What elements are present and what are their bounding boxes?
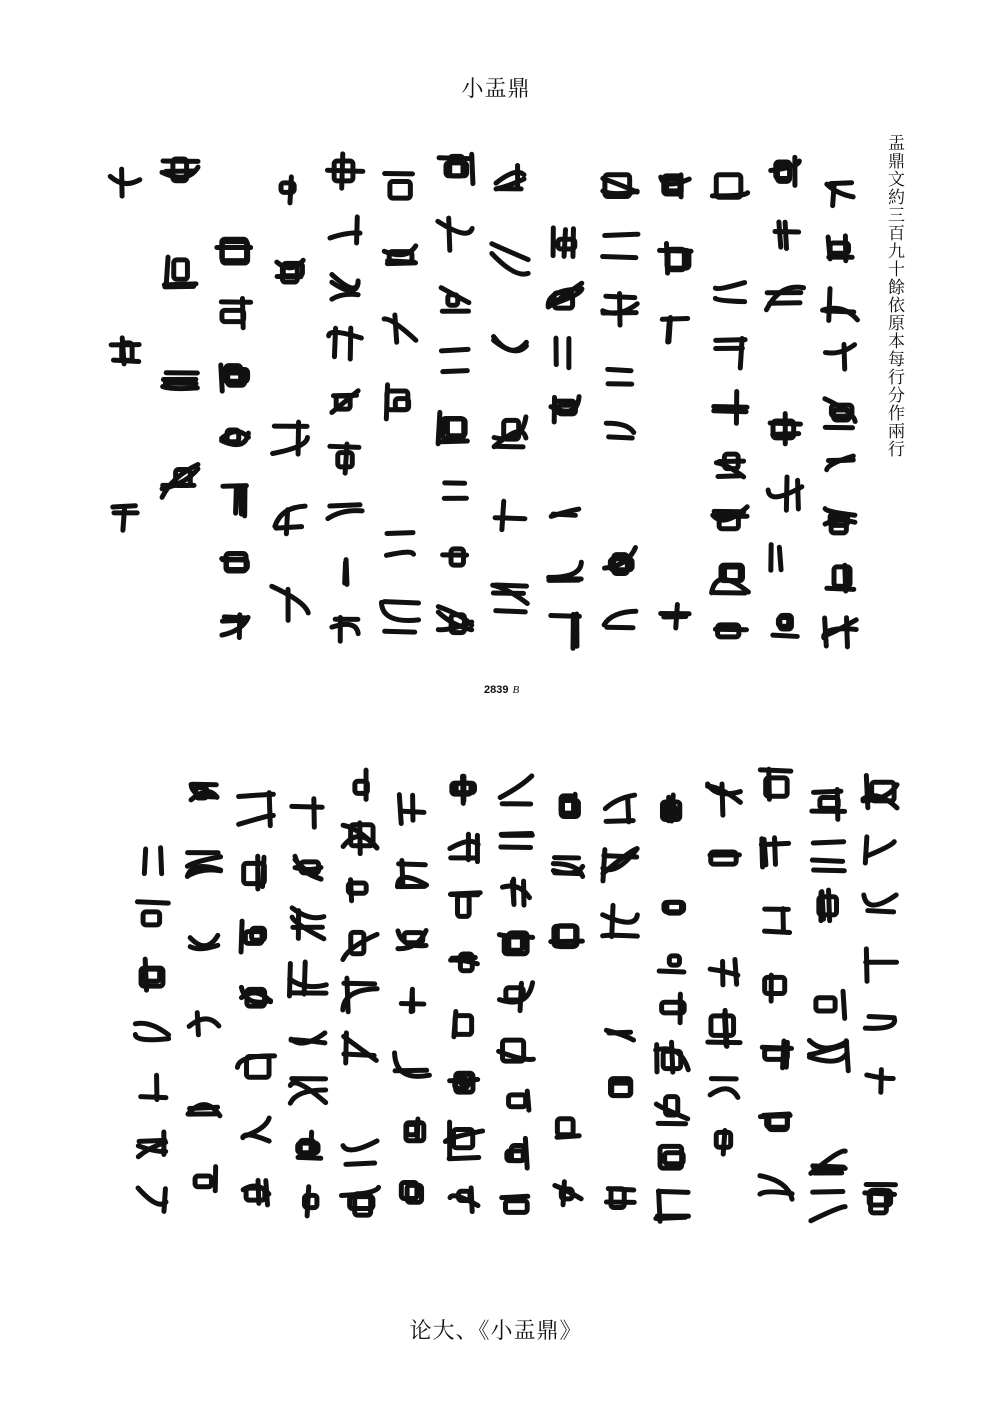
inscription-glyph bbox=[712, 565, 749, 593]
inscription-glyph bbox=[604, 611, 636, 628]
inscription-glyph bbox=[656, 1042, 689, 1072]
inscription-rubbing-upper bbox=[70, 130, 930, 690]
inscription-glyph bbox=[773, 615, 797, 636]
inscription-glyph bbox=[137, 902, 168, 925]
inscription-glyph bbox=[603, 294, 638, 326]
inscription-glyph bbox=[499, 983, 532, 1011]
inscription-note: 盂鼎文約三百九十餘依原本每行分作兩行 bbox=[884, 134, 904, 458]
inscription-glyph bbox=[330, 444, 359, 473]
inscription-glyph bbox=[450, 834, 478, 861]
inscription-glyph bbox=[189, 1013, 219, 1035]
inscription-glyph bbox=[111, 338, 139, 364]
inscription-glyph bbox=[610, 1079, 630, 1096]
inscription-glyph bbox=[816, 991, 845, 1018]
inscription-glyph bbox=[662, 317, 687, 342]
inscription-glyph bbox=[295, 856, 321, 879]
inscription-glyph bbox=[290, 1079, 325, 1104]
inscription-glyph bbox=[443, 549, 467, 565]
inscription-glyph bbox=[343, 978, 377, 1012]
inscription-glyph bbox=[656, 1191, 689, 1221]
inscription-glyph bbox=[221, 298, 250, 327]
inscription-glyph bbox=[348, 880, 366, 901]
inscription-glyph bbox=[656, 1097, 687, 1124]
inscription-glyph bbox=[289, 962, 326, 996]
inscription-glyph bbox=[716, 454, 743, 477]
inscription-glyph bbox=[441, 349, 468, 371]
inscription-glyph bbox=[493, 585, 528, 612]
inscription-glyph bbox=[395, 1053, 430, 1077]
inscription-glyph bbox=[710, 959, 738, 984]
inscription-glyph bbox=[714, 392, 747, 424]
inscription-glyph bbox=[222, 554, 248, 572]
inscription-glyph bbox=[661, 605, 689, 628]
inscription-glyph bbox=[811, 1192, 845, 1221]
inscription-glyph bbox=[812, 790, 845, 820]
inscription-glyph bbox=[144, 848, 161, 874]
inscription-glyph bbox=[825, 344, 854, 369]
inscription-glyph bbox=[551, 614, 580, 648]
inscription-glyph bbox=[454, 1011, 472, 1036]
inscription-glyph bbox=[865, 1017, 894, 1029]
inscription-glyphs-lower bbox=[80, 750, 930, 1260]
inscription-glyph bbox=[243, 1118, 269, 1141]
inscription-glyph bbox=[221, 365, 248, 391]
inscription-glyph bbox=[811, 1151, 845, 1174]
inscription-glyph bbox=[329, 328, 362, 359]
inscription-glyph bbox=[865, 1185, 896, 1213]
inscription-glyph bbox=[557, 1119, 579, 1137]
inscription-glyph bbox=[239, 793, 274, 826]
inscription-glyph bbox=[406, 1119, 424, 1141]
inscription-glyphs-upper bbox=[70, 130, 930, 690]
inscription-glyph bbox=[823, 289, 858, 321]
inscription-glyph bbox=[188, 1105, 220, 1116]
inscription-glyph bbox=[760, 769, 791, 799]
inscription-glyph bbox=[401, 989, 424, 1011]
inscription-glyph bbox=[244, 856, 265, 889]
inscription-glyph bbox=[825, 509, 855, 533]
inscription-glyph bbox=[397, 860, 426, 886]
inscription-glyph bbox=[385, 174, 413, 199]
inscription-glyph bbox=[441, 288, 469, 312]
plate-number-suffix: B bbox=[512, 684, 520, 696]
inscription-glyph bbox=[827, 565, 854, 591]
inscription-glyph bbox=[243, 1180, 269, 1204]
inscription-glyph bbox=[561, 794, 578, 816]
inscription-glyph bbox=[439, 154, 473, 183]
inscription-glyph bbox=[659, 956, 684, 972]
plate-number-value: 2839 bbox=[484, 684, 509, 696]
inscription-glyph bbox=[332, 618, 358, 642]
inscription-glyph bbox=[273, 422, 308, 454]
inscription-glyph bbox=[113, 506, 137, 530]
inscription-glyph bbox=[298, 1132, 321, 1158]
inscription-glyph bbox=[662, 795, 679, 821]
inscription-glyph bbox=[824, 618, 856, 647]
inscription-glyph bbox=[866, 949, 897, 981]
inscription-glyph bbox=[138, 1188, 166, 1211]
inscription-glyph bbox=[507, 1138, 527, 1168]
inscription-glyph bbox=[708, 784, 741, 815]
inscription-glyph bbox=[164, 257, 196, 287]
inscription-glyph bbox=[825, 399, 855, 428]
inscription-glyph bbox=[275, 506, 305, 534]
inscription-glyph bbox=[865, 837, 894, 863]
inscription-glyph bbox=[606, 1189, 634, 1208]
inscription-glyph bbox=[603, 234, 638, 257]
inscription-glyph bbox=[162, 159, 198, 181]
inscription-glyph bbox=[438, 412, 467, 443]
figure-caption: 论大、《小盂鼎》 bbox=[409, 1319, 583, 1344]
inscription-glyph bbox=[501, 833, 532, 847]
inscription-glyph bbox=[222, 430, 249, 445]
inscription-glyph bbox=[355, 770, 367, 799]
inscription-glyph bbox=[867, 1070, 893, 1093]
inscription-glyph bbox=[277, 260, 303, 282]
inscription-glyph bbox=[444, 483, 466, 499]
inscription-glyph bbox=[762, 1041, 791, 1068]
inscription-rubbing-lower bbox=[80, 750, 930, 1260]
inscription-glyph bbox=[502, 1196, 528, 1212]
inscription-glyph bbox=[716, 1131, 730, 1155]
inscription-glyph bbox=[281, 177, 294, 203]
inscription-glyph bbox=[502, 879, 529, 905]
inscription-glyph bbox=[384, 315, 416, 342]
inscription-glyph bbox=[827, 183, 853, 206]
inscription-glyph bbox=[187, 853, 220, 877]
inscription-glyph bbox=[664, 902, 684, 913]
inscription-glyph bbox=[450, 1073, 478, 1092]
inscription-glyph bbox=[708, 1010, 740, 1046]
inscription-glyph bbox=[304, 1187, 316, 1216]
inscription-glyph bbox=[812, 842, 844, 871]
inscription-glyph bbox=[768, 477, 802, 510]
inscription-glyph bbox=[715, 625, 746, 637]
inscription-glyph bbox=[237, 1056, 274, 1077]
inscription-glyph bbox=[864, 895, 896, 912]
inscription-glyph bbox=[217, 239, 251, 263]
inscription-glyph bbox=[438, 607, 471, 633]
inscription-glyph bbox=[344, 1033, 377, 1063]
inscription-glyph bbox=[863, 775, 897, 807]
inscription-glyph bbox=[553, 228, 575, 257]
inscription-glyph bbox=[819, 890, 837, 921]
inscription-glyph bbox=[223, 486, 247, 516]
inscription-glyph bbox=[549, 562, 582, 580]
inscription-glyph bbox=[551, 509, 579, 516]
inscription-glyph bbox=[766, 287, 803, 310]
inscription-glyph bbox=[499, 933, 532, 954]
inscription-glyph bbox=[241, 987, 270, 1006]
inscription-glyph bbox=[496, 165, 524, 188]
inscription-glyph bbox=[272, 586, 308, 620]
inscription-glyph bbox=[332, 275, 358, 300]
inscription-glyph bbox=[710, 1079, 738, 1098]
inscription-glyph bbox=[809, 1040, 848, 1070]
inscription-glyph bbox=[343, 1141, 377, 1164]
inscription-glyph bbox=[328, 505, 362, 519]
inscription-glyph bbox=[509, 1091, 529, 1110]
inscription-glyph bbox=[662, 994, 685, 1023]
inscription-glyph bbox=[553, 858, 582, 877]
inscription-glyph bbox=[241, 921, 265, 952]
inscription-glyph bbox=[163, 373, 198, 389]
inscription-glyph bbox=[381, 602, 418, 633]
inscription-glyph bbox=[222, 615, 248, 638]
inscription-glyph bbox=[494, 417, 526, 447]
inscription-glyph bbox=[162, 464, 198, 497]
inscription-glyph bbox=[291, 1033, 325, 1043]
inscription-glyph bbox=[713, 507, 747, 529]
inscription-glyph bbox=[138, 1132, 165, 1157]
inscription-glyph bbox=[401, 1183, 421, 1203]
inscription-glyph bbox=[450, 893, 480, 917]
inscription-glyph bbox=[606, 1030, 633, 1040]
inscription-glyph bbox=[603, 849, 637, 881]
inscription-glyph bbox=[500, 776, 532, 804]
inscription-glyph bbox=[548, 283, 582, 308]
inscription-glyph bbox=[661, 175, 690, 197]
inscription-glyph bbox=[386, 533, 413, 556]
inscription-glyph bbox=[386, 385, 408, 419]
plate-number bbox=[484, 684, 519, 696]
inscription-glyph bbox=[135, 1023, 168, 1040]
inscription-glyph bbox=[445, 1122, 482, 1159]
page-title: 小盂鼎 bbox=[461, 77, 531, 102]
inscription-glyph bbox=[771, 545, 781, 571]
inscription-glyph bbox=[450, 1188, 478, 1212]
inscription-glyph bbox=[332, 391, 358, 413]
inscription-glyph bbox=[771, 157, 800, 185]
inscription-glyph bbox=[195, 1167, 216, 1191]
inscription-glyph bbox=[555, 1182, 581, 1205]
inscription-glyph bbox=[770, 414, 800, 444]
inscription-glyph bbox=[398, 931, 426, 949]
inscription-glyph bbox=[330, 217, 360, 243]
inscription-glyph bbox=[190, 935, 218, 948]
inscription-glyph bbox=[452, 776, 475, 803]
inscription-glyph bbox=[760, 1176, 792, 1200]
inscription-glyph bbox=[495, 501, 525, 529]
inscription-glyph bbox=[716, 339, 746, 368]
inscription-glyph bbox=[384, 246, 415, 264]
inscription-glyph bbox=[660, 1146, 683, 1168]
inscription-glyph bbox=[141, 959, 163, 990]
inscription-glyph bbox=[715, 283, 744, 302]
inscription-glyph bbox=[775, 222, 799, 248]
inscription-glyph bbox=[760, 1114, 790, 1130]
inscription-glyph bbox=[191, 784, 217, 800]
inscription-glyph bbox=[765, 909, 790, 933]
inscription-glyph bbox=[606, 423, 633, 438]
inscription-glyph bbox=[292, 908, 324, 939]
inscription-glyph bbox=[712, 175, 747, 198]
inscription-glyph bbox=[110, 169, 140, 196]
inscription-glyph bbox=[141, 1075, 166, 1099]
inscription-glyph bbox=[292, 799, 322, 827]
inscription-glyph bbox=[603, 905, 638, 936]
inscription-glyph bbox=[551, 926, 583, 947]
inscription-glyph bbox=[551, 397, 579, 422]
inscription-glyph bbox=[608, 369, 632, 384]
inscription-glyph bbox=[710, 852, 739, 864]
inscription-glyph bbox=[827, 456, 854, 470]
inscription-glyph bbox=[828, 236, 852, 261]
inscription-glyph bbox=[451, 954, 478, 971]
inscription-glyph bbox=[343, 932, 377, 959]
inscription-glyph bbox=[438, 218, 472, 250]
inscription-glyph bbox=[765, 975, 785, 1001]
inscription-glyph bbox=[605, 795, 634, 822]
inscription-glyph bbox=[327, 154, 362, 188]
inscription-glyph bbox=[492, 244, 528, 274]
inscription-glyph bbox=[345, 560, 347, 585]
inscription-glyph bbox=[761, 838, 788, 867]
inscription-glyph bbox=[660, 243, 692, 273]
inscription-glyph bbox=[605, 548, 636, 574]
inscription-glyph bbox=[556, 338, 569, 368]
inscription-glyph bbox=[499, 1040, 534, 1061]
inscription-glyph bbox=[494, 337, 527, 351]
inscription-glyph bbox=[399, 795, 424, 824]
inscription-glyph bbox=[341, 1187, 378, 1215]
inscription-glyph bbox=[343, 823, 377, 854]
inscription-glyph bbox=[603, 175, 637, 197]
